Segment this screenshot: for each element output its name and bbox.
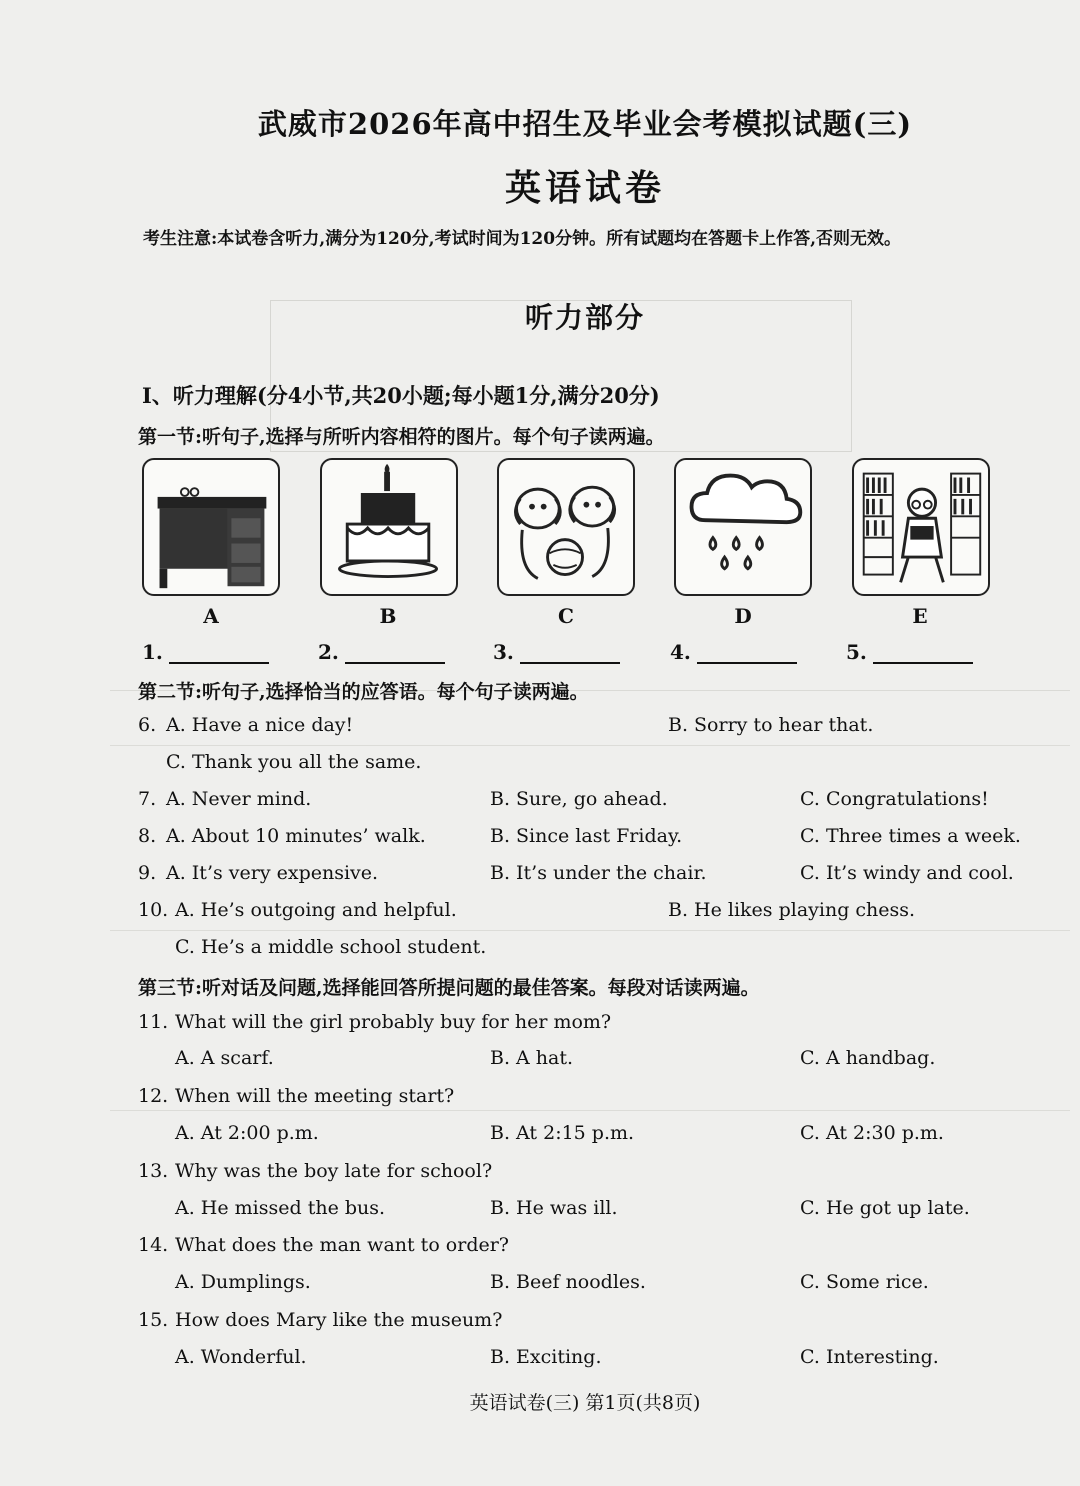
question-13-text: Why was the boy late for school? (175, 1160, 493, 1182)
question-13-number: 13. (138, 1160, 169, 1182)
exam-title: 武威市2026年高中招生及毕业会考模拟试题(三) (257, 107, 913, 141)
question-10-option-c[interactable]: C. He’s a middle school student. (175, 936, 487, 958)
question-12-option-a[interactable]: A. At 2:00 p.m. (175, 1122, 319, 1144)
blank-number: 4. (670, 640, 691, 664)
question-15-text: How does Mary like the museum? (175, 1309, 503, 1331)
question-15-option-a[interactable]: A. Wonderful. (175, 1346, 307, 1368)
question-7-option-c[interactable]: C. Congratulations! (800, 788, 989, 810)
question-8-number: 8. (138, 825, 157, 847)
question-12-number: 12. (138, 1085, 169, 1107)
question-11-number: 11. (138, 1011, 169, 1033)
question-11-text: What will the girl probably buy for her mom? (175, 1011, 612, 1033)
blank-line (345, 644, 445, 664)
answer-blank-3[interactable] (493, 640, 620, 664)
question-14-option-a[interactable]: A. Dumplings. (175, 1271, 311, 1293)
part1-instruction: 第一节:听句子,选择与所听内容相符的图片。每个句子读两遍。 (138, 426, 665, 448)
part2-instruction: 第二节:听句子,选择恰当的应答语。每个句子读两遍。 (138, 681, 589, 703)
page-footer: 英语试卷(三) 第1页(共8页) (469, 1392, 701, 1414)
question-11-option-b[interactable]: B. A hat. (490, 1047, 574, 1069)
exam-notice (143, 226, 1038, 253)
question-12-text: When will the meeting start? (175, 1085, 455, 1107)
answer-blank-4[interactable] (670, 640, 797, 664)
blank-line (169, 644, 269, 664)
question-15-number: 15. (138, 1309, 169, 1331)
question-15-option-c[interactable]: C. Interesting. (800, 1346, 939, 1368)
question-13-option-c[interactable]: C. He got up late. (800, 1197, 970, 1219)
question-7-option-a[interactable]: A. Never mind. (166, 788, 312, 810)
reading-library-icon (854, 460, 988, 594)
question-6-number: 6. (138, 714, 157, 736)
question-9-number: 9. (138, 862, 157, 884)
question-13-option-b[interactable]: B. He was ill. (490, 1197, 618, 1219)
question-9-option-c[interactable]: C. It’s windy and cool. (800, 862, 1014, 884)
picture-c (497, 458, 635, 596)
question-9-option-b[interactable]: B. It’s under the chair. (490, 862, 707, 884)
question-14-number: 14. (138, 1234, 169, 1256)
question-10-option-b[interactable]: B. He likes playing chess. (668, 899, 916, 921)
subject-title: 英语试卷 (504, 167, 665, 209)
question-9-option-a[interactable]: A. It’s very expensive. (166, 862, 379, 884)
blank-number: 1. (142, 640, 163, 664)
picture-label-c: C (558, 604, 574, 628)
picture-e (852, 458, 990, 596)
desk-icon (144, 460, 278, 594)
blank-number: 2. (318, 640, 339, 664)
section-title: 听力部分 (524, 301, 645, 334)
picture-label-b: B (379, 604, 397, 628)
answer-blank-1[interactable] (142, 640, 269, 664)
part-title: Ⅰ、听力理解(分4小节,共20小题;每小题1分,满分20分) (142, 383, 660, 408)
question-14-option-b[interactable]: B. Beef noodles. (490, 1271, 646, 1293)
blank-line (873, 644, 973, 664)
blank-line (697, 644, 797, 664)
question-8-option-c[interactable]: C. Three times a week. (800, 825, 1021, 847)
question-14-option-c[interactable]: C. Some rice. (800, 1271, 929, 1293)
picture-a (142, 458, 280, 596)
question-7-option-b[interactable]: B. Sure, go ahead. (490, 788, 668, 810)
picture-label-a: A (203, 604, 219, 628)
notice-label: 考生注意: (143, 229, 218, 249)
puppies-ball-icon (499, 460, 633, 594)
question-12-option-b[interactable]: B. At 2:15 p.m. (490, 1122, 635, 1144)
rain-cloud-icon (676, 460, 810, 594)
question-10-option-a[interactable]: A. He’s outgoing and helpful. (175, 899, 457, 921)
question-15-option-b[interactable]: B. Exciting. (490, 1346, 602, 1368)
blank-line (520, 644, 620, 664)
part3-instruction: 第三节:听对话及问题,选择能回答所提问题的最佳答案。每段对话读两遍。 (138, 977, 760, 999)
question-8-option-b[interactable]: B. Since last Friday. (490, 825, 683, 847)
picture-b (320, 458, 458, 596)
question-7-number: 7. (138, 788, 157, 810)
question-11-option-c[interactable]: C. A handbag. (800, 1047, 936, 1069)
question-11-option-a[interactable]: A. A scarf. (175, 1047, 274, 1069)
question-14-text: What does the man want to order? (175, 1234, 509, 1256)
question-6-option-b[interactable]: B. Sorry to hear that. (668, 714, 874, 736)
picture-d (674, 458, 812, 596)
question-8-option-a[interactable]: A. About 10 minutes’ walk. (166, 825, 426, 847)
question-6-option-c[interactable]: C. Thank you all the same. (166, 751, 422, 773)
picture-label-d: D (734, 604, 752, 628)
blank-number: 5. (846, 640, 867, 664)
picture-label-e: E (912, 604, 928, 628)
birthday-cake-icon (322, 460, 456, 594)
blank-number: 3. (493, 640, 514, 664)
answer-blank-5[interactable] (846, 640, 973, 664)
question-13-option-a[interactable]: A. He missed the bus. (175, 1197, 386, 1219)
question-6-option-a[interactable]: A. Have a nice day! (166, 714, 354, 736)
answer-blank-2[interactable] (318, 640, 445, 664)
question-10-number: 10. (138, 899, 169, 921)
notice-text: 本试卷含听力,满分为120分,考试时间为120分钟。所有试题均在答题卡上作答,否则无效。 (217, 229, 902, 249)
question-12-option-c[interactable]: C. At 2:30 p.m. (800, 1122, 944, 1144)
